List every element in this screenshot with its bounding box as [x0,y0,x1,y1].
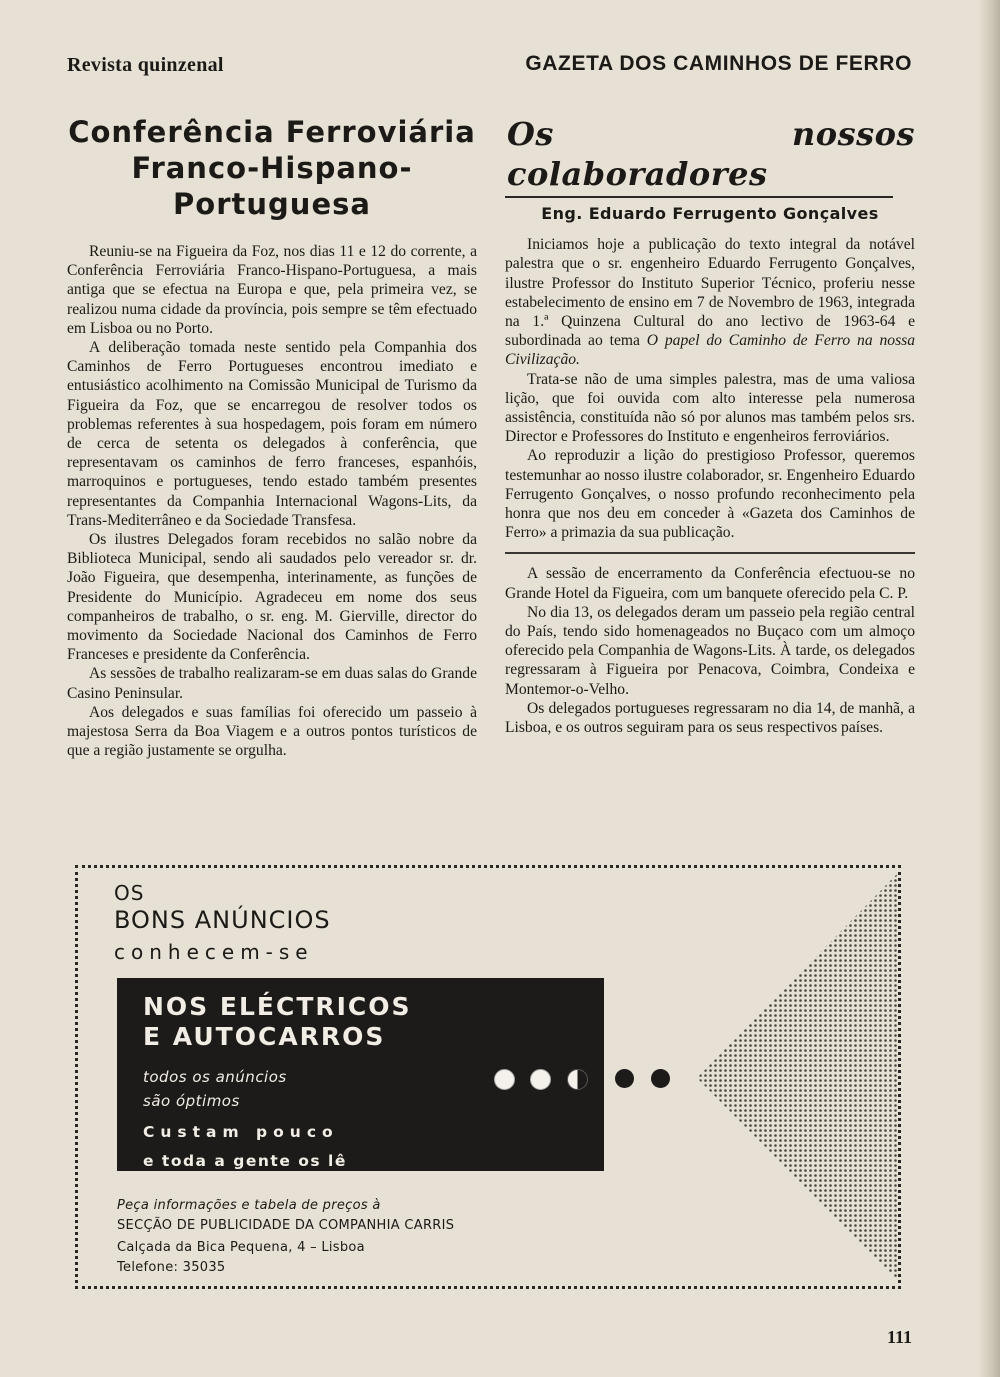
ad-footer-line-1: Peça informações e tabela de preços à [117,1198,381,1213]
halftone-triangle [693,868,898,1286]
ad-footer-line-2: SECÇÃO DE PUBLICIDADE DA COMPANHIA CARRIS [117,1218,455,1233]
paragraph: Trata-se não de uma simples palestra, mas de uma valiosa lição, que foi ouvida com alto interesse pela numerosa assistência, constituída não só por alunos mas também pelos srs. Director e Professores do Instituto e engenheiros ferroviários. [505,370,915,446]
running-header-right: GAZETA DOS CAMINHOS DE FERRO [525,52,912,75]
ad-headline: BONS ANÚNCIOS [114,906,331,934]
running-header-left: Revista quinzenal [67,54,224,76]
section-title: Os nossos colaboradores [507,115,915,193]
page-number: 111 [886,1327,912,1347]
paragraph-text: Iniciamos hoje a publicação do texto integral da notável palestra que o sr. engenheiro Eduardo Ferrugento Gonçalves, ilustre Professor do Instituto Superior Técnico, proferiu nesse estabelecimento de ensino em 7 de Novembro de 1963, integrada na 1.ª Quinzena Cultural do ano lectivo de 1963-64 e subordinada ao tema [505,236,915,350]
paragraph: No dia 13, os delegados deram um passeio pela região central do País, tendo sido homenageados no Buçaco com um almoço oferecido pela Companhia de Wagons-Lits. À tarde, os delegados regressaram à Figueira por Penacova, Coimbra, Condeixa e Montemor-o-Velho. [505,603,915,698]
ad-os: OS [114,881,145,905]
dot-white [494,1069,515,1090]
article-title [67,114,477,222]
ad-footer-line-4: Telefone: 35035 [117,1260,226,1275]
paragraph: Os ilustres Delegados foram recebidos no salão nobre da Biblioteca Municipal, sendo ali saudados pelo vereador sr. dr. João Figueira, que desempenha, interinamente, as funções de Presidente do Município. Agradeceu em nome dos seus companheiros de trabalho, o sr. eng. M. Gierville, director do movimento da Sociedade Nacional dos Caminhos de Ferro Franceses e presidente da Conferência. [67,531,477,664]
paragraph: Ao reproduzir a lição do prestigioso Professor, queremos testemunhar ao nosso ilustre colaborador, sr. Engenheiro Eduardo Ferrugento Gonçalves, o nosso profundo reconhecimento pela honra que nos deu em conceder à «Gazeta dos Caminhos de Ferro» a primazia da sua publicação. [505,447,915,542]
lecture-title: O papel do Caminho de Ferro na nossa Civilização. [505,332,915,369]
paragraph: A deliberação tomada neste sentido pela Companhia dos Caminhos de Ferro Portugueses encontrou imediato e entusiástico acolhimento na Comissão Municipal de Turismo da Figueira da Foz, que se encarregou de resolver todos os problemas referentes à sua hospedagem, pois foram em número de cerca de setenta os delegados à conferência, que representavam os caminhos de ferro franceses, espanhóis, marroquinos e portugueses, tendo estado também presentes representantes da Companhia Internacional Wagons-Lits, da Trans-Mediterrâneo e da Sociedade Transfesa. [67,339,477,529]
ad-subheadline: conhecem-se [114,940,314,964]
left-column [67,110,477,760]
dot-black [651,1069,670,1088]
article-title-line-1: Conferência Ferroviária [68,115,476,149]
ad-footer-line-3: Calçada da Bica Pequena, 4 – Lisboa [117,1240,365,1255]
paragraph: Reuniu-se na Figueira da Foz, nos dias 11 e 12 do corrente, a Conferência Ferroviária Franco-Hispano-Portuguesa, a mais antiga que se efectua na Europa e que, pela primeira vez, se realizou numa cidade da província, pois sempre se têm efectuado em Lisboa ou no Porto. [67,243,477,337]
paragraph: A sessão de encerramento da Conferência efectuou-se no Grande Hotel da Figueira, com um banquete oferecido pela C. P. [505,565,915,602]
separator-rule [505,552,915,554]
page-edge [978,0,1000,1377]
paragraph: As sessões de trabalho realizaram-se em duas salas do Grande Casino Peninsular. [67,665,477,702]
article-title-line-2: Franco-Hispano-Portuguesa [131,151,413,221]
dot-white [530,1069,551,1090]
author-name: Eng. Eduardo Ferrugento Gonçalves [541,204,879,223]
ad-box-custam: Custam pouco [143,1123,339,1141]
ad-box-small-2: são óptimos [143,1092,240,1110]
ad-box-line-1: NOS ELÉCTRICOS [143,992,412,1021]
paragraph [505,235,915,369]
title-rule [505,196,893,198]
paragraph: Os delegados portugueses regressaram no dia 14, de manhã, a Lisboa, e os outros seguiram para os seus respectivos países. [505,699,915,737]
dot-half [567,1069,588,1090]
ad-box-toda: e toda a gente os lê [143,1152,347,1170]
ad-box-line-2: E AUTOCARROS [143,1022,386,1051]
advertisement [75,865,901,1289]
paragraph: Aos delegados e suas famílias foi oferecido um passeio à majestosa Serra da Boa Viagem e a outros pontos turísticos de que a região justamente se orgulha. [67,703,477,760]
dot-black [615,1069,634,1088]
right-column [505,110,915,737]
ad-box-small-1: todos os anúncios [143,1068,287,1086]
